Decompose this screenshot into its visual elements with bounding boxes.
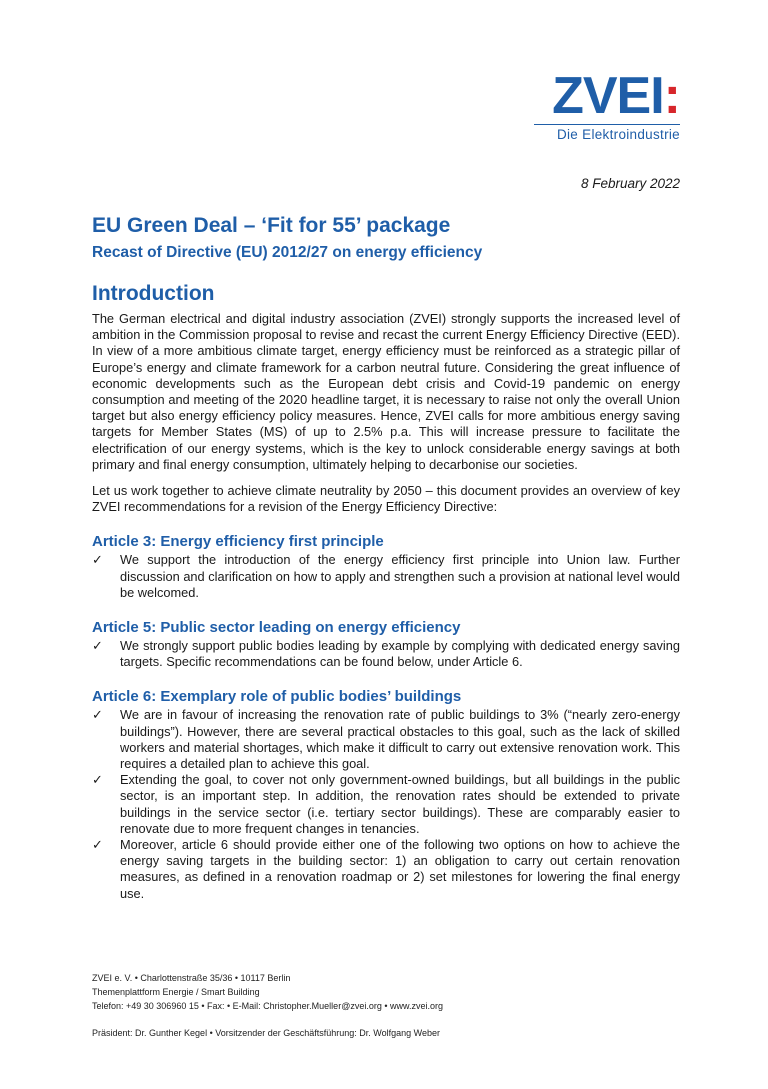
page-footer	[92, 971, 680, 1040]
footer-board: Präsident: Dr. Gunther Kegel • Vorsitzender der Geschäftsführung: Dr. Wolfgang Weber	[92, 1028, 440, 1038]
article-5-list	[92, 638, 680, 670]
footer-platform: Themenplattform Energie / Smart Building	[92, 987, 260, 997]
list-item	[92, 638, 680, 670]
document-date: 8 February 2022	[580, 176, 680, 191]
checkmark-icon: ✓	[92, 707, 103, 723]
list-item	[92, 772, 680, 837]
logo-tagline: Die Elektroindustrie	[556, 127, 680, 142]
list-item	[92, 552, 680, 601]
checkmark-icon: ✓	[92, 772, 103, 788]
list-item-text: Extending the goal, to cover not only government-owned buildings, but all buildings in the public sector, is an important step. In addition, the renovation rates should be extended to private buildings in the service sector (i.e. tertiary sector buildings). These are comparably easier to renovate due to more frequent changes in tenancies.	[120, 772, 680, 836]
document-title: EU Green Deal – ‘Fit for 55’ package	[92, 214, 451, 237]
document-subtitle: Recast of Directive (EU) 2012/27 on energy efficiency	[92, 244, 483, 261]
article-3-heading: Article 3: Energy efficiency first principle	[92, 533, 384, 551]
introduction-heading: Introduction	[92, 282, 215, 305]
introduction-paragraph: The German electrical and digital industry association (ZVEI) strongly supports the increased level of ambition in the Commission proposal to revise and recast the current Energy Efficiency Directive (EED). In view of a more ambitious climate target, energy efficiency must be reinforced as a strategic pillar of Europe’s energy and climate framework for a carbon neutral future. Considering the great influence of economic developments such as the European debt crisis and Covid-19 pandemic on energy consumption and meeting of the 2020 headline target, it is necessary to raise not only the overall Union target but also energy efficiency policy measures. Hence, ZVEI calls for more ambitious energy saving targets for Member States (MS) of up to 2.5% p.a. This will increase pressure to facilitate the electrification of our energy systems, which is the key to unlock considerable energy savings at both primary and final energy consumption, ultimately helping to decarbonise our societies.	[92, 311, 680, 472]
list-item-text: We strongly support public bodies leading by example by complying with dedicated energy saving targets. Specific recommendations can be found below, under Article 6.	[120, 638, 680, 670]
document-body	[92, 213, 680, 902]
introduction-paragraph: Let us work together to achieve climate neutrality by 2050 – this document provides an overview of key ZVEI recommendations for a revision of the Energy Efficiency Directive:	[92, 483, 680, 515]
article-6-heading: Article 6: Exemplary role of public bodies’ buildings	[92, 688, 462, 706]
footer-contact: Telefon: +49 30 306960 15 • Fax: • E-Mail: Christopher.Mueller@zvei.org • www.zvei.org	[92, 1001, 444, 1011]
list-item-text: We support the introduction of the energy efficiency first principle into Union law. Further discussion and clarification on how to apply and strengthen such a provision at national level would be welcomed.	[120, 552, 680, 600]
checkmark-icon: ✓	[92, 638, 103, 654]
logo-wordmark-text: ZVEI	[552, 67, 664, 125]
checkmark-icon: ✓	[92, 837, 103, 853]
article-6-list	[92, 707, 680, 901]
list-item-text: Moreover, article 6 should provide either one of the following two options on how to achieve the energy saving targets in the building sector: 1) an obligation to carry out certain renovation measures, as defined in a renovation roadmap or 2) set milestones for lowering the final energy use.	[120, 837, 680, 901]
logo-wordmark	[520, 67, 680, 125]
article-3-list	[92, 552, 680, 601]
zvei-logo	[520, 67, 680, 142]
footer-address: ZVEI e. V. • Charlottenstraße 35/36 • 10117 Berlin	[92, 973, 291, 983]
list-item	[92, 707, 680, 772]
article-5-heading: Article 5: Public sector leading on energy efficiency	[92, 619, 461, 637]
list-item	[92, 837, 680, 902]
checkmark-icon: ✓	[92, 552, 103, 568]
logo-colon: :	[663, 67, 680, 125]
list-item-text: We are in favour of increasing the renovation rate of public buildings to 3% (“nearly zero-energy buildings”). However, there are several practical obstacles to this goal, such as the lack of skilled workers and material shortages, which make it difficult to carry out extensive renovation work. This requires a detailed plan to achieve this goal.	[120, 707, 680, 772]
